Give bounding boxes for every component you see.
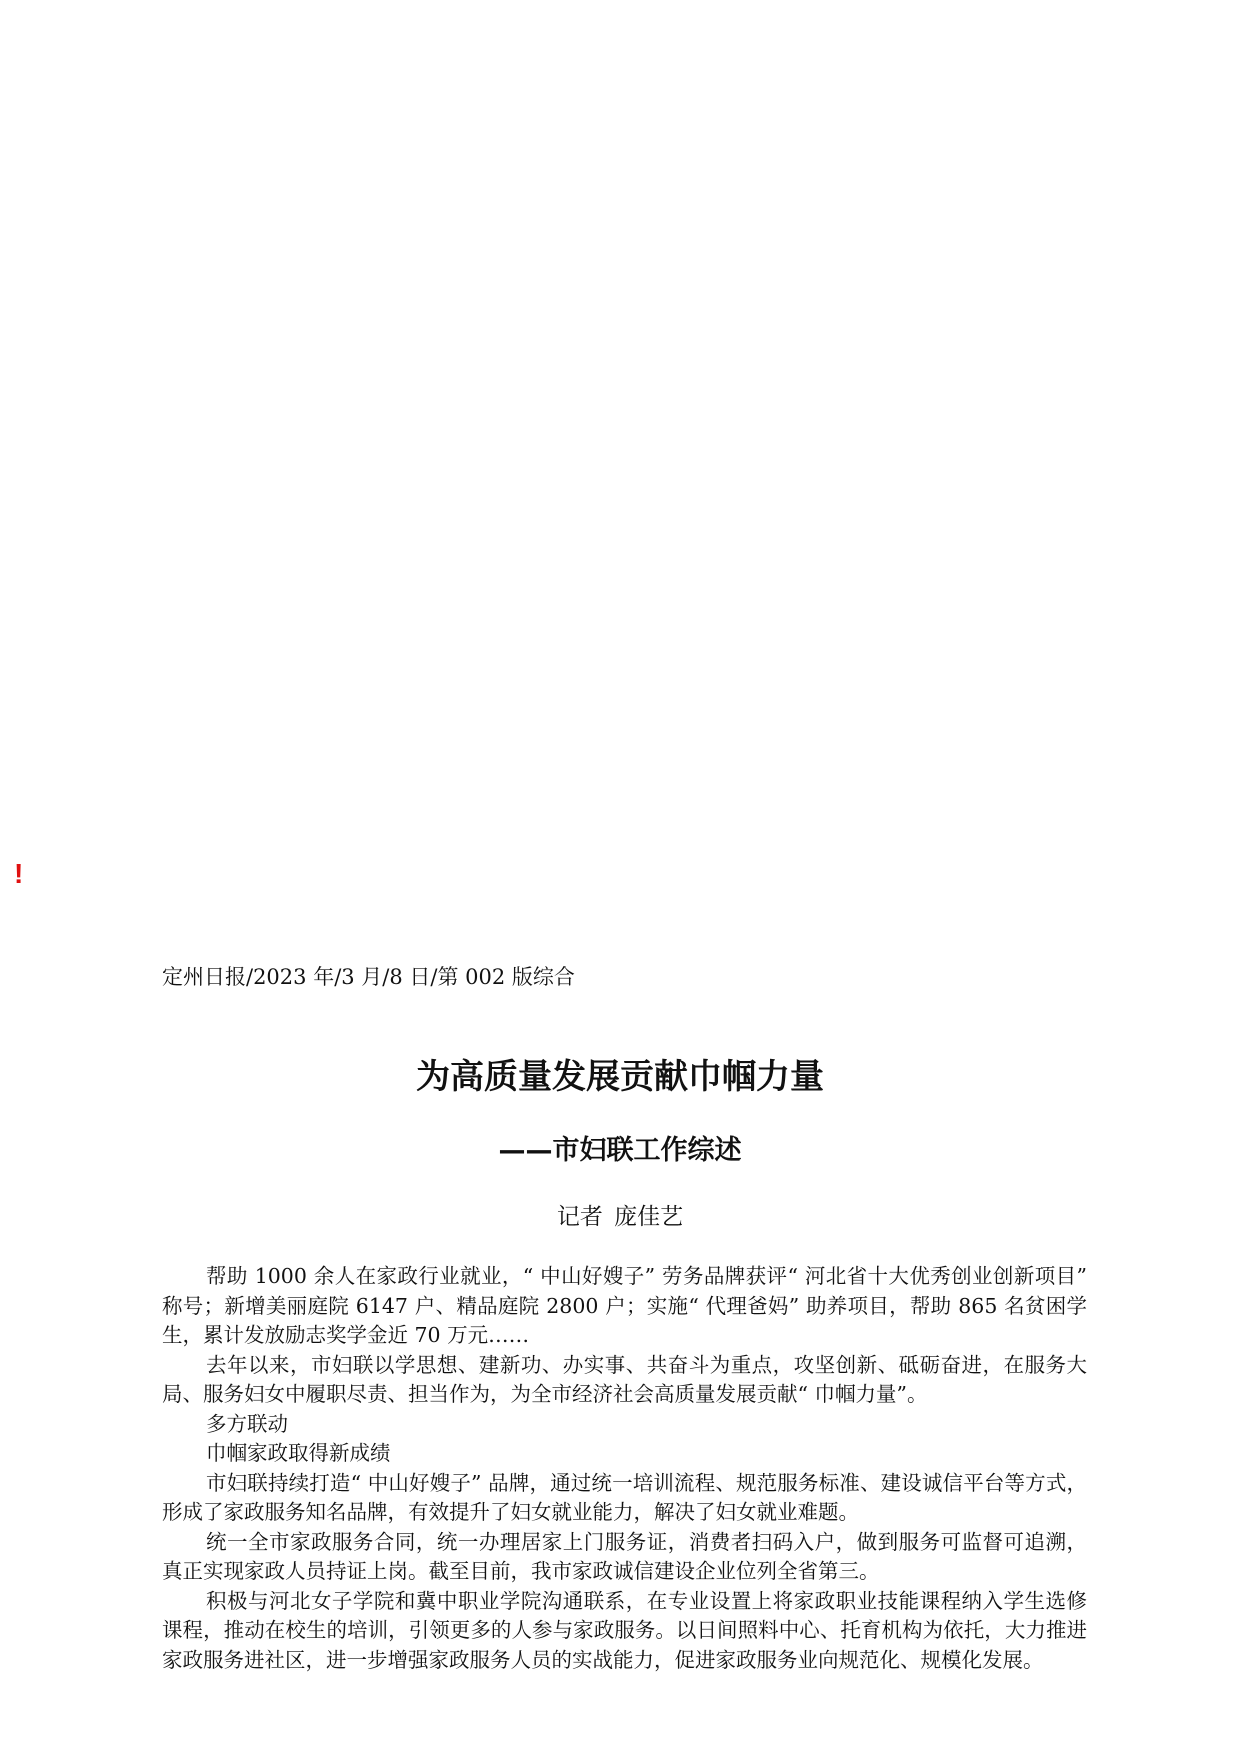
paragraph: 积极与河北女子学院和冀中职业学院沟通联系，在专业设置上将家政职业技能课程纳入学生选修课程，推动在校生的培训，引领更多的人参与家政服务。以日间照料中心、托育机构为依托，大力推进家政服务进社区，进一步增强家政服务人员的实战能力，促进家政服务业向规范化、规模化发展。 bbox=[162, 1588, 1087, 1672]
paragraph: 去年以来，市妇联以学思想、建新功、办实事、共奋斗为重点，攻坚创新、砥砺奋进，在服务大局、服务妇女中履职尽责、担当作为，为全市经济社会高质量发展贡献“ 巾帼力量”。 bbox=[162, 1352, 1087, 1406]
article-body bbox=[162, 1262, 1087, 1675]
source-line: 定州日报/2023 年/3 月/8 日/第 002 版综合 bbox=[162, 965, 575, 989]
article-subtitle: ——市妇联工作综述 bbox=[498, 1135, 742, 1166]
alert-mark: ! bbox=[14, 858, 24, 889]
paragraph: 帮助 1000 余人在家政行业就业，“ 中山好嫂子” 劳务品牌获评“ 河北省十大优秀创业创新项目” 称号；新增美丽庭院 6147 户、精品庭院 2800 户；实施“ 代理爸妈” 助养项目，帮助 865 名贫困学生，累计发放励志奖学金近 70 万元…… bbox=[162, 1264, 1087, 1347]
paragraph: 统一全市家政服务合同，统一办理居家上门服务证，消费者扫码入户，做到服务可监督可追溯，真正实现家政人员持证上岗。截至目前，我市家政诚信建设企业位列全省第三。 bbox=[162, 1529, 1087, 1583]
section-heading: 多方联动 bbox=[206, 1411, 288, 1436]
byline: 记者 庞佳艺 bbox=[556, 1204, 684, 1230]
article-title: 为高质量发展贡献巾帼力量 bbox=[416, 1057, 824, 1097]
section-heading: 巾帼家政取得新成绩 bbox=[206, 1441, 391, 1465]
paragraph: 市妇联持续打造“ 中山好嫂子” 品牌，通过统一培训流程、规范服务标准、建设诚信平台等方式，形成了家政服务知名品牌，有效提升了妇女就业能力，解决了妇女就业难题。 bbox=[162, 1470, 1087, 1524]
